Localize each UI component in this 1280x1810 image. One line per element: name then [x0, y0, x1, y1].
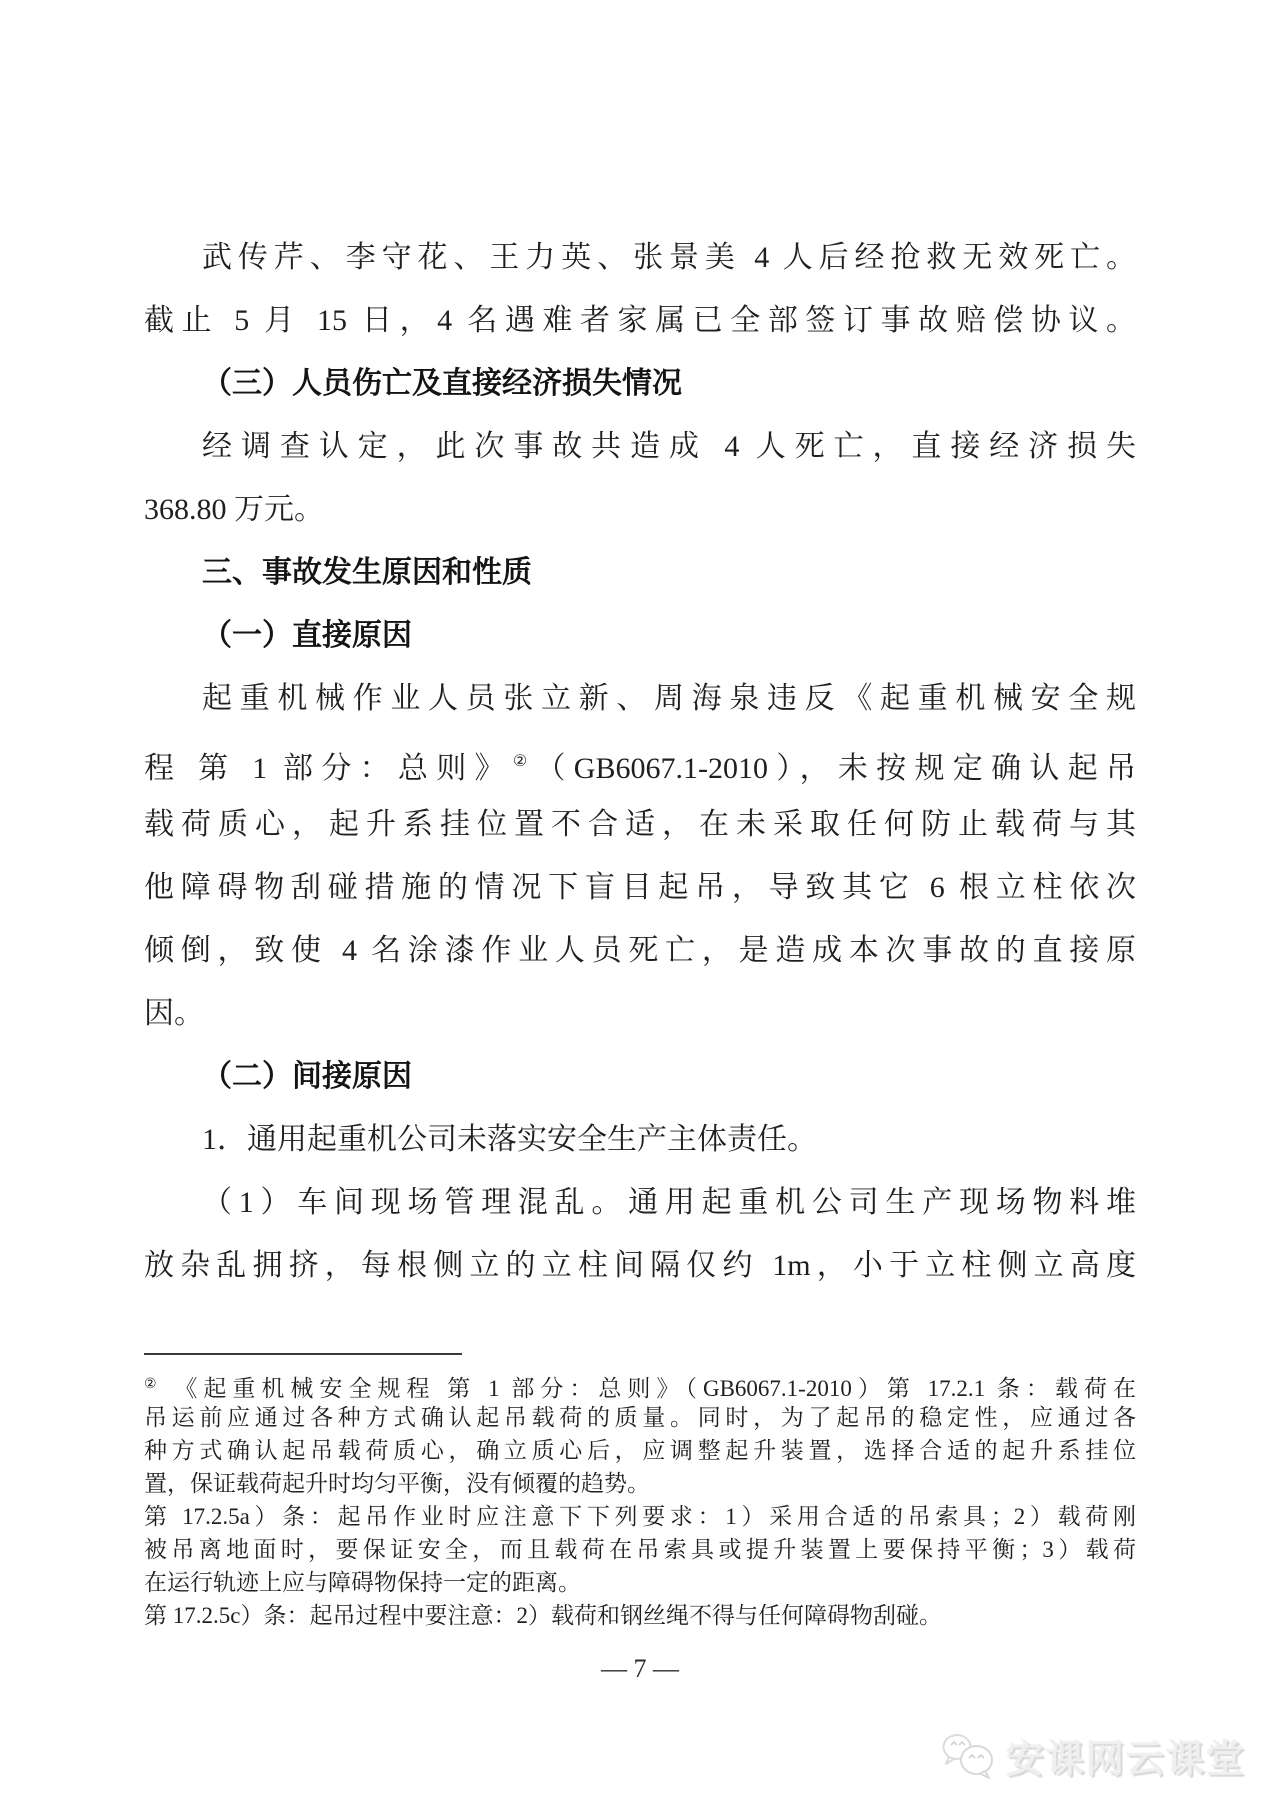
- footnote-line: 被吊离地面时，要保证安全，而且载荷在吊索具或提升装置上要保持平衡；3）载荷: [144, 1537, 1136, 1562]
- body-line: 他障碍物刮碰措施的情况下盲目起吊，导致其它 6 根立柱依次: [144, 871, 1136, 904]
- body-line-text: （GB6067.1-2010），未按规定确认起吊: [535, 752, 1136, 785]
- body-line: 368.80 万元。: [144, 493, 324, 526]
- section-heading: （一）直接原因: [202, 619, 412, 652]
- chat-bubbles-icon: [938, 1730, 998, 1782]
- body-line: 起重机械作业人员张立新、周海泉违反《起重机械安全规: [202, 682, 1136, 715]
- body-line: 放杂乱拥挤，每根侧立的立柱间隔仅约 1m，小于立柱侧立高度: [144, 1249, 1136, 1282]
- body-line: 倾倒，致使 4 名涂漆作业人员死亡，是造成本次事故的直接原: [144, 934, 1136, 967]
- footnote-line: 置，保证载荷起升时均匀平衡，没有倾覆的趋势。: [144, 1471, 650, 1496]
- footnote-line: 吊运前应通过各种方式确认起吊载荷的质量。同时，为了起吊的稳定性，应通过各: [144, 1405, 1136, 1430]
- body-line: 经调查认定，此次事故共造成 4 人死亡，直接经济损失: [202, 430, 1136, 463]
- footnote-text: 《起重机械安全规程 第 1 部分：总则》（GB6067.1-2010）第 17.2.1 条：载荷在: [162, 1376, 1136, 1401]
- watermark: [938, 1728, 1246, 1783]
- footnote-line: 在运行轨迹上应与障碍物保持一定的距离。: [144, 1570, 581, 1595]
- body-line: 截止 5 月 15 日，4 名遇难者家属已全部签订事故赔偿协议。: [144, 304, 1136, 337]
- footnote-line: [144, 1368, 1136, 1401]
- footnote-ref-marker: ②: [512, 753, 536, 770]
- watermark-text: 安课网云课堂: [1005, 1739, 1246, 1781]
- footnote-line: 第 17.2.5a）条：起吊作业时应注意下下列要求：1）采用合适的吊索具；2）载荷刚: [144, 1504, 1136, 1529]
- body-line-text: 程 第 1 部分：总则》: [144, 752, 513, 785]
- footnote-line: 第 17.2.5c）条：起吊过程中要注意：2）载荷和钢丝绳不得与任何障碍物刮碰。: [144, 1603, 942, 1628]
- page-number: — 7 —: [601, 1654, 679, 1683]
- body-line: [144, 730, 1136, 793]
- section-heading: （二）间接原因: [202, 1060, 412, 1093]
- body-line: 因。: [144, 997, 204, 1030]
- body-line: 载荷质心，起升系挂位置不合适，在未采取任何防止载荷与其: [144, 808, 1136, 841]
- footnote-separator: [144, 1353, 462, 1355]
- body-line: 1．通用起重机公司未落实安全生产主体责任。: [202, 1123, 817, 1156]
- footnote-block: [144, 1353, 1136, 1632]
- section-heading: 三、事故发生原因和性质: [202, 556, 532, 589]
- footnote-marker: ②: [144, 1377, 163, 1392]
- body-line: （1）车间现场管理混乱。通用起重机公司生产现场物料堆: [202, 1186, 1136, 1219]
- section-heading: （三）人员伤亡及直接经济损失情况: [202, 367, 682, 400]
- body-line: 武传芹、李守花、王力英、张景美 4 人后经抢救无效死亡。: [202, 241, 1136, 274]
- footnote-line: 种方式确认起吊载荷质心，确立质心后，应调整起升装置，选择合适的起升系挂位: [144, 1438, 1136, 1463]
